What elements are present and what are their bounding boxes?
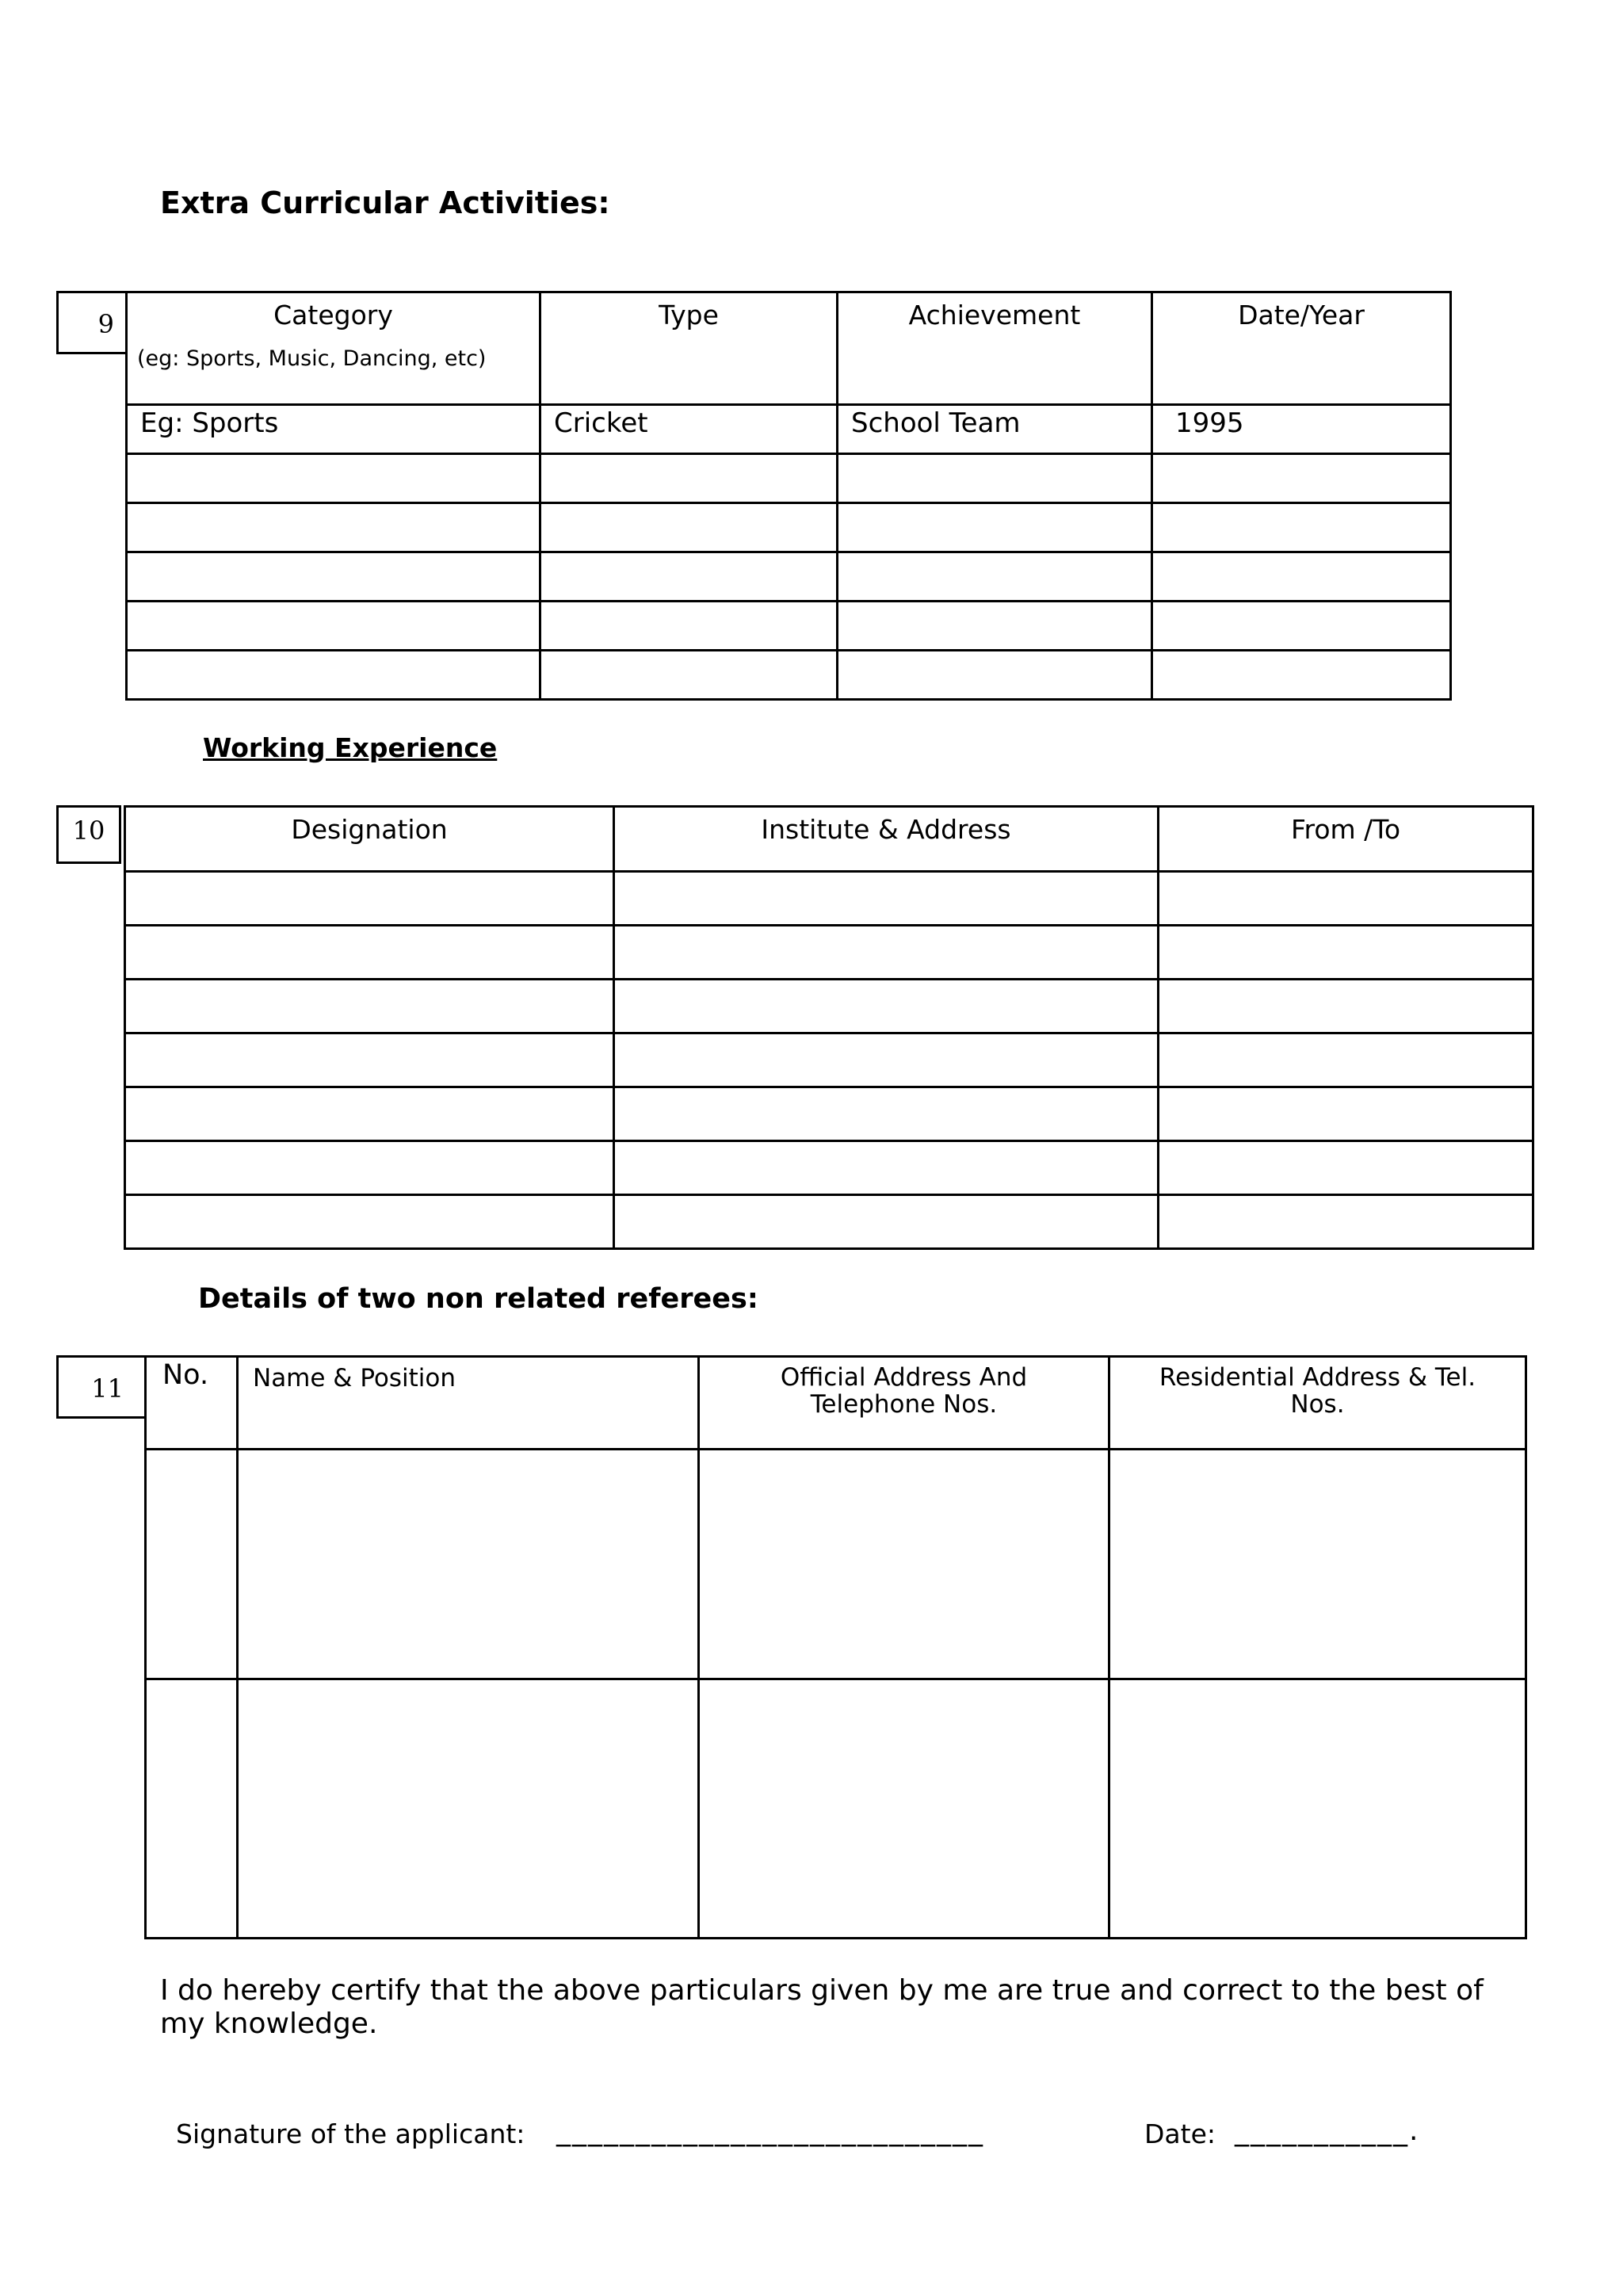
column-header-achievement [838, 292, 1152, 405]
table-cell[interactable] [125, 926, 614, 980]
table-cell[interactable] [127, 503, 540, 552]
column-label-institute-address: Institute & Address [761, 814, 1011, 845]
table-row [125, 872, 1533, 926]
table-cell[interactable] [127, 602, 540, 651]
table-cell[interactable] [614, 1087, 1159, 1141]
column-header-no [146, 1357, 238, 1450]
table-cell[interactable] [1152, 552, 1451, 602]
table-cell[interactable] [1159, 872, 1533, 926]
table-row [125, 1033, 1533, 1087]
column-header-name-position [238, 1357, 699, 1450]
section-number-11: 11 [56, 1355, 147, 1419]
table-cell[interactable] [127, 405, 540, 454]
column-label-designation: Designation [291, 814, 448, 845]
table-cell[interactable] [540, 602, 838, 651]
table-cell[interactable] [1159, 980, 1533, 1033]
table-cell[interactable] [699, 1679, 1109, 1939]
column-label-type: Type [659, 300, 719, 330]
table-row [127, 405, 1451, 454]
table-cell[interactable] [614, 872, 1159, 926]
table-cell[interactable] [1159, 1087, 1533, 1141]
table-row [125, 1195, 1533, 1249]
column-header-date-year [1152, 292, 1451, 405]
table-row [146, 1679, 1526, 1939]
example-date-year: 1995 [1175, 407, 1244, 439]
column-label-residential-address: Residential Address & Tel. Nos. [1159, 1363, 1476, 1419]
table-cell[interactable] [614, 1141, 1159, 1195]
category-hint: (eg: Sports, Music, Dancing, etc) [137, 346, 487, 371]
table-row [125, 926, 1533, 980]
table-row [125, 1141, 1533, 1195]
table-cell[interactable] [540, 503, 838, 552]
extra-curricular-table [125, 291, 1452, 701]
table-cell[interactable] [614, 980, 1159, 1033]
table-cell[interactable] [1152, 651, 1451, 700]
table-cell[interactable] [699, 1450, 1109, 1679]
table-cell[interactable] [540, 405, 838, 454]
date-field[interactable]: ___________. [1235, 2115, 1420, 2147]
section-number-9: 9 [56, 291, 128, 354]
column-header-type [540, 292, 838, 405]
table-cell[interactable] [125, 1087, 614, 1141]
table-row [127, 454, 1451, 503]
table-cell[interactable] [125, 1195, 614, 1249]
date-label: Date: [1144, 2118, 1216, 2149]
table-cell[interactable] [838, 552, 1152, 602]
table-cell[interactable] [1109, 1450, 1526, 1679]
table-cell[interactable] [1159, 1195, 1533, 1249]
referees-table [144, 1355, 1527, 1939]
table-row [127, 552, 1451, 602]
table-cell[interactable] [540, 651, 838, 700]
table-cell[interactable] [125, 1141, 614, 1195]
table-cell[interactable] [540, 454, 838, 503]
table-cell[interactable] [1109, 1679, 1526, 1939]
table-cell[interactable] [614, 1195, 1159, 1249]
column-label-name-position: Name & Position [253, 1364, 456, 1392]
table-row [127, 651, 1451, 700]
example-type: Cricket [554, 407, 648, 439]
table-row [125, 1087, 1533, 1141]
section-number-10: 10 [56, 805, 121, 864]
column-header-category [127, 292, 540, 405]
signature-label: Signature of the applicant: [176, 2118, 525, 2149]
table-cell[interactable] [614, 1033, 1159, 1087]
table-row [127, 602, 1451, 651]
table-cell[interactable] [125, 980, 614, 1033]
example-achievement: School Team [851, 407, 1021, 439]
column-label-category: Category [273, 300, 393, 330]
table-cell[interactable] [1152, 405, 1451, 454]
table-header-row [146, 1357, 1526, 1450]
table-cell[interactable] [127, 552, 540, 602]
referees-heading: Details of two non related referees: [198, 1283, 758, 1315]
table-cell[interactable] [1152, 454, 1451, 503]
column-header-official-address [699, 1357, 1109, 1450]
example-category: Eg: Sports [140, 407, 279, 439]
column-label-achievement: Achievement [908, 300, 1081, 330]
extra-curricular-heading: Extra Curricular Activities: [160, 185, 610, 220]
column-label-from-to: From /To [1290, 814, 1401, 845]
table-cell[interactable] [1159, 1141, 1533, 1195]
table-cell[interactable] [1159, 926, 1533, 980]
table-row [127, 503, 1451, 552]
table-cell[interactable] [838, 602, 1152, 651]
column-label-official-address: Official Address And Telephone Nos. [780, 1363, 1028, 1419]
table-cell[interactable] [838, 405, 1152, 454]
table-cell[interactable] [127, 651, 540, 700]
table-cell[interactable] [1159, 1033, 1533, 1087]
working-experience-heading: Working Experience [203, 732, 498, 763]
table-cell[interactable] [540, 552, 838, 602]
table-cell[interactable] [838, 503, 1152, 552]
table-row [125, 980, 1533, 1033]
table-cell[interactable] [838, 454, 1152, 503]
column-header-institute-address [614, 807, 1159, 872]
certification-text: I do hereby certify that the above particulars given by me are true and correct to the best of my knowledge. [160, 1974, 1484, 2040]
column-label-date-year: Date/Year [1238, 300, 1365, 330]
working-experience-table [124, 805, 1534, 1250]
table-cell[interactable] [1152, 503, 1451, 552]
column-header-designation [125, 807, 614, 872]
table-cell[interactable] [614, 926, 1159, 980]
table-cell[interactable] [238, 1679, 699, 1939]
table-header-row [127, 292, 1451, 405]
table-row [146, 1450, 1526, 1679]
table-cell[interactable] [1152, 602, 1451, 651]
table-cell[interactable] [146, 1679, 238, 1939]
column-header-from-to [1159, 807, 1533, 872]
table-cell[interactable] [146, 1450, 238, 1679]
table-cell[interactable] [238, 1450, 699, 1679]
signature-field[interactable]: ___________________________ [556, 2115, 984, 2147]
table-header-row [125, 807, 1533, 872]
table-cell[interactable] [125, 872, 614, 926]
table-cell[interactable] [125, 1033, 614, 1087]
column-label-no: No. [162, 1359, 209, 1391]
table-cell[interactable] [838, 651, 1152, 700]
column-header-residential-address [1109, 1357, 1526, 1450]
table-cell[interactable] [127, 454, 540, 503]
